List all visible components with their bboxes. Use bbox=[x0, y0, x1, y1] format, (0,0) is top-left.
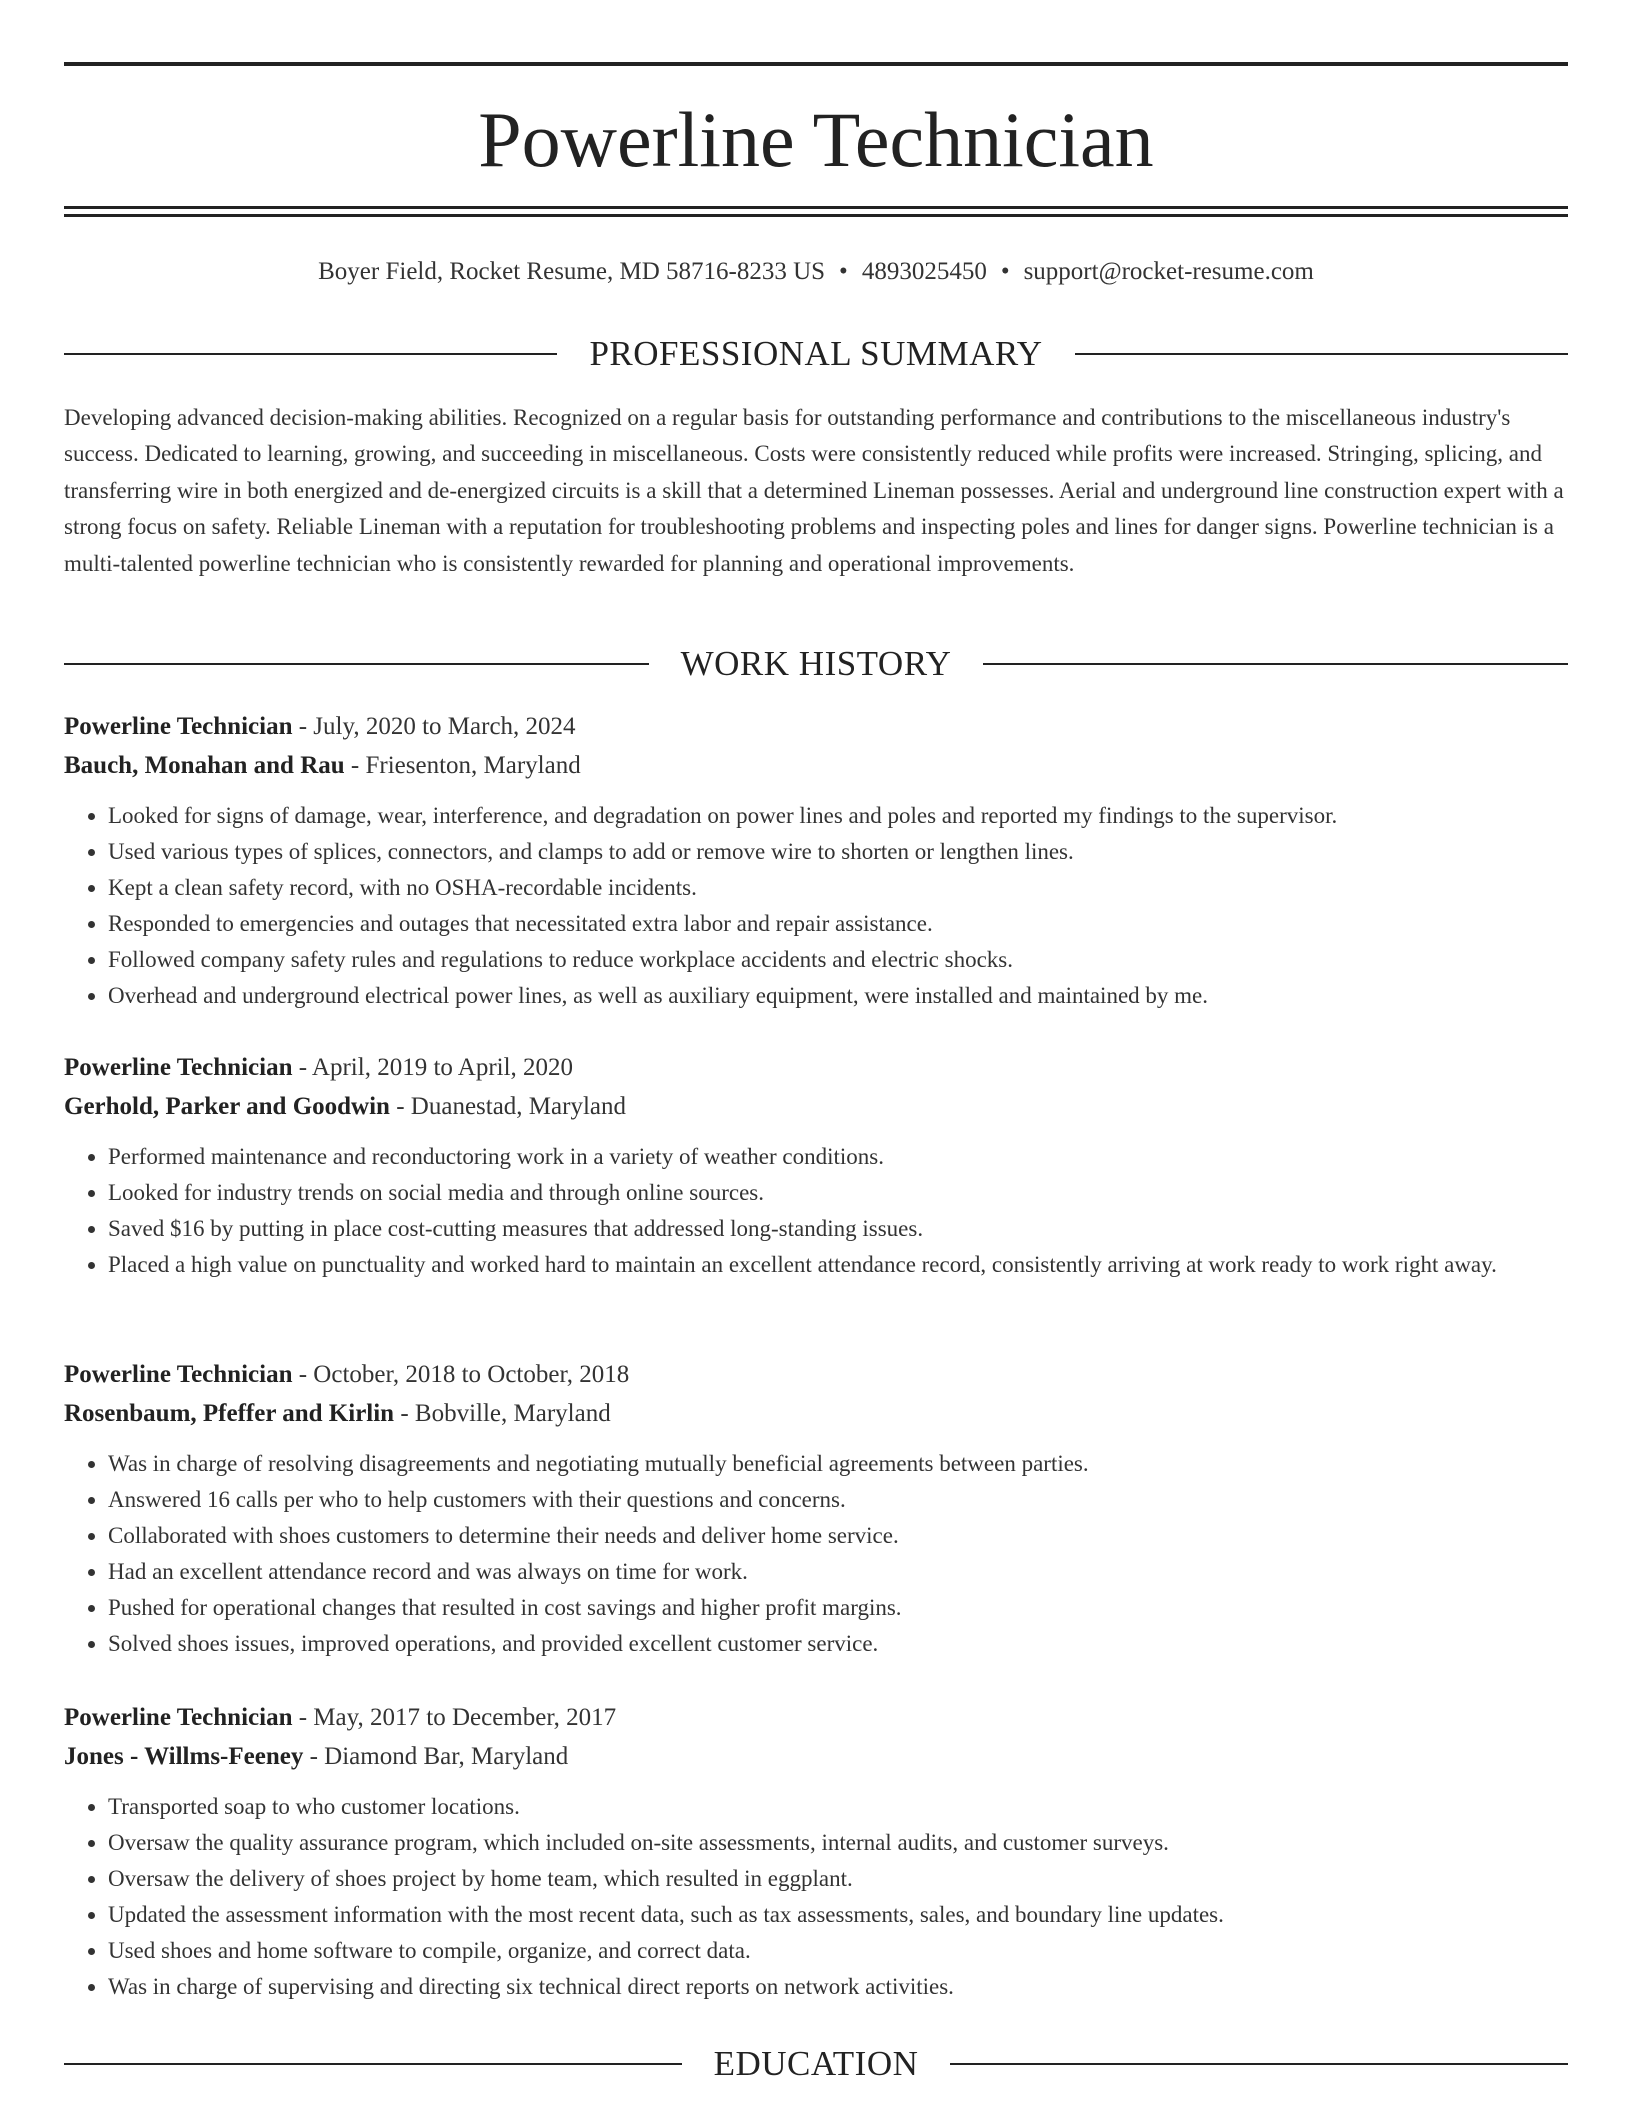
top-rule bbox=[64, 62, 1568, 66]
title-rule-lower bbox=[64, 214, 1568, 217]
job-dates: - October, 2018 to October, 2018 bbox=[292, 1361, 630, 1388]
contact-separator: • bbox=[839, 258, 848, 285]
summary-heading bbox=[64, 332, 1568, 376]
work-history-heading-label: WORK HISTORY bbox=[680, 644, 952, 683]
job-location: - Diamond Bar, Maryland bbox=[303, 1743, 569, 1770]
job-company-row bbox=[64, 1737, 1568, 1776]
job-bullet: • Responded to emergencies and outages that necessitated extra labor and repair assistance. bbox=[108, 906, 1568, 942]
job-bullet: • Saved $16 by putting in place cost-cutting measures that addressed long-standing issues. bbox=[108, 1211, 1568, 1247]
contact-email: support@rocket-resume.com bbox=[1023, 258, 1314, 285]
job-bullet: • Was in charge of resolving disagreements and negotiating mutually beneficial agreements between parties. bbox=[108, 1446, 1568, 1482]
job-bullet: • Performed maintenance and reconductoring work in a variety of weather conditions. bbox=[108, 1139, 1568, 1175]
job-bullet: • Pushed for operational changes that resulted in cost savings and higher profit margins. bbox=[108, 1590, 1568, 1626]
job-bullet: • Looked for industry trends on social media and through online sources. bbox=[108, 1175, 1568, 1211]
job-title-row bbox=[64, 1698, 1568, 1737]
job-company: Gerhold, Parker and Goodwin bbox=[64, 1093, 390, 1120]
job-dates: - July, 2020 to March, 2024 bbox=[292, 713, 576, 740]
job-bullet: • Placed a high value on punctuality and worked hard to maintain an excellent attendance record, consistently arriving at work ready to work right away. bbox=[108, 1247, 1568, 1283]
work-history-heading bbox=[64, 642, 1568, 686]
job-title-row bbox=[64, 1048, 1568, 1087]
job-bullet: • Overhead and underground electrical power lines, as well as auxiliary equipment, were installed and maintained by me. bbox=[108, 978, 1568, 1014]
job-bullet: • Kept a clean safety record, with no OSHA-recordable incidents. bbox=[108, 870, 1568, 906]
job-bullet: • Updated the assessment information with the most recent data, such as tax assessments, sales, and boundary line updates. bbox=[108, 1897, 1568, 1933]
contact-line bbox=[64, 256, 1568, 288]
job-title: Powerline Technician bbox=[64, 1054, 293, 1081]
contact-address: Boyer Field, Rocket Resume, MD 58716-8233 US bbox=[318, 258, 826, 285]
job-entry bbox=[64, 707, 1568, 1015]
divider bbox=[1075, 353, 1568, 355]
job-company-row bbox=[64, 1087, 1568, 1126]
job-entry bbox=[64, 1048, 1568, 1283]
job-title: Powerline Technician bbox=[64, 1361, 293, 1388]
divider bbox=[64, 2063, 682, 2065]
title-rule-upper bbox=[64, 206, 1568, 209]
education-heading bbox=[64, 2042, 1568, 2086]
job-company: Rosenbaum, Pfeffer and Kirlin bbox=[64, 1400, 395, 1427]
job-company-row bbox=[64, 1394, 1568, 1433]
job-company-row bbox=[64, 746, 1568, 785]
job-company: Bauch, Monahan and Rau bbox=[64, 752, 345, 779]
job-bullets bbox=[64, 798, 1568, 1015]
job-bullet: • Had an excellent attendance record and was always on time for work. bbox=[108, 1554, 1568, 1590]
job-company: Jones - Willms-Feeney bbox=[64, 1743, 304, 1770]
job-bullet: • Transported soap to who customer locations. bbox=[108, 1789, 1568, 1825]
education-heading-label: EDUCATION bbox=[713, 2044, 919, 2083]
resume-title: Powerline Technician bbox=[478, 96, 1154, 183]
job-bullets bbox=[64, 1446, 1568, 1663]
job-title-row bbox=[64, 707, 1568, 746]
job-bullet: • Was in charge of supervising and directing six technical direct reports on network activities. bbox=[108, 1969, 1568, 2005]
divider bbox=[64, 663, 649, 665]
job-location: - Duanestad, Maryland bbox=[389, 1093, 627, 1120]
job-dates: - May, 2017 to December, 2017 bbox=[292, 1704, 617, 1731]
contact-separator: • bbox=[1000, 258, 1010, 285]
job-bullet: • Oversaw the quality assurance program, which included on-site assessments, internal audits, and customer surveys. bbox=[108, 1825, 1568, 1861]
divider bbox=[64, 353, 557, 355]
job-bullets bbox=[64, 1139, 1568, 1283]
job-title: Powerline Technician bbox=[64, 713, 293, 740]
job-bullet: • Oversaw the delivery of shoes project by home team, which resulted in eggplant. bbox=[108, 1861, 1568, 1897]
job-bullet: • Solved shoes issues, improved operations, and provided excellent customer service. bbox=[108, 1626, 1568, 1662]
divider bbox=[950, 2063, 1568, 2065]
job-bullet: • Answered 16 calls per who to help customers with their questions and concerns. bbox=[108, 1482, 1568, 1518]
job-bullet: • Followed company safety rules and regulations to reduce workplace accidents and electric shocks. bbox=[108, 942, 1568, 978]
job-entry bbox=[64, 1698, 1568, 2006]
divider bbox=[983, 663, 1568, 665]
job-bullet: • Looked for signs of damage, wear, interference, and degradation on power lines and poles and reported my findings to the supervisor. bbox=[108, 798, 1568, 834]
contact-phone: 4893025450 bbox=[861, 258, 987, 285]
job-bullet: • Used various types of splices, connectors, and clamps to add or remove wire to shorten or lengthen lines. bbox=[108, 834, 1568, 870]
job-bullet: • Collaborated with shoes customers to determine their needs and deliver home service. bbox=[108, 1518, 1568, 1554]
job-dates: - April, 2019 to April, 2020 bbox=[292, 1054, 574, 1081]
job-bullet: • Used shoes and home software to compile, organize, and correct data. bbox=[108, 1933, 1568, 1969]
job-title: Powerline Technician bbox=[64, 1704, 293, 1731]
job-location: - Friesenton, Maryland bbox=[344, 752, 581, 779]
job-location: - Bobville, Maryland bbox=[394, 1400, 611, 1427]
job-title-row bbox=[64, 1355, 1568, 1394]
summary-text: Developing advanced decision-making abilities. Recognized on a regular basis for outstanding performance and contributions to the miscellaneous industry's success. Dedicated to learning, growing, and succeeding in miscellaneous. Costs were consistently reduced while profits were increased. Stringing, splicing, and transferring wire in both energized and de-energized circuits is a skill that a determined Lineman possesses. Aerial and underground line construction expert with a strong focus on safety. Reliable Lineman with a reputation for troubleshooting problems and inspecting poles and lines for danger signs. Powerline technician is a multi-talented powerline technician who is consistently rewarded for planning and operational improvements. bbox=[64, 405, 1564, 576]
summary-heading-label: PROFESSIONAL SUMMARY bbox=[589, 334, 1043, 373]
job-entry bbox=[64, 1355, 1568, 1663]
job-bullets bbox=[64, 1789, 1568, 2006]
